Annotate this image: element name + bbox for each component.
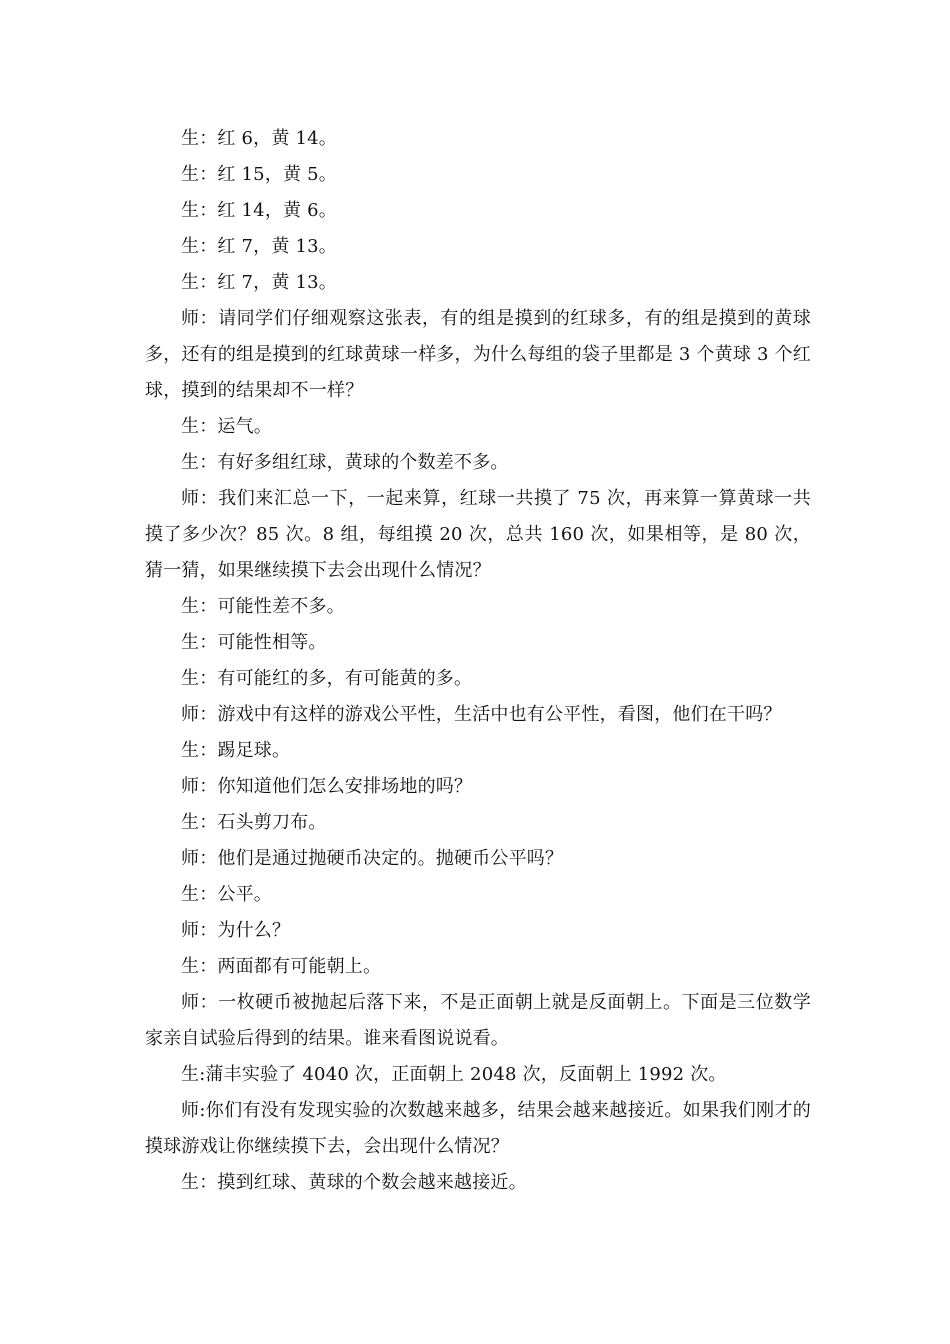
paragraph: 生：运气。 (181, 416, 272, 437)
paragraph: 师：我们来汇总一下，一起来算，红球一共摸了 75 次，再来算一算黄球一共摸了多少次？85 次。8 组，每组摸 20 次，总共 160 次，如果相等，是 80 次，猜一猜，如果继续摸下去会出现什么情况？ (145, 488, 811, 581)
paragraph: 师：你知道他们怎么安排场地的吗？ (181, 776, 473, 797)
paragraph: 生：红 14，黄 6。 (181, 200, 337, 221)
paragraph: 生：有好多组红球，黄球的个数差不多。 (181, 452, 509, 473)
paragraph: 师：他们是通过抛硬币决定的。抛硬币公平吗？ (181, 848, 564, 869)
paragraph: 师:你们有没有发现实验的次数越来越多，结果会越来越接近。如果我们刚才的摸球游戏让你继续摸下去，会出现什么情况？ (145, 1100, 811, 1157)
paragraph: 生：可能性相等。 (181, 632, 327, 653)
paragraph: 生：摸到红球、黄球的个数会越来越接近。 (181, 1172, 527, 1193)
paragraph: 生：红 15，黄 5。 (181, 164, 337, 185)
paragraph: 生：石头剪刀布。 (181, 812, 327, 833)
paragraph: 师：请同学们仔细观察这张表，有的组是摸到的红球多，有的组是摸到的黄球多，还有的组是摸到的红球黄球一样多，为什么每组的袋子里都是 3 个黄球 3 个红球，摸到的结果却不一样？ (145, 308, 811, 401)
paragraph: 生:蒲丰实验了 4040 次，正面朝上 2048 次，反面朝上 1992 次。 (181, 1064, 727, 1085)
paragraph: 生：有可能红的多，有可能黄的多。 (181, 668, 473, 689)
paragraph: 生：红 7，黄 13。 (181, 236, 337, 257)
paragraph: 师：为什么？ (181, 920, 291, 941)
paragraph: 生：公平。 (181, 884, 272, 905)
paragraph: 生：可能性差不多。 (181, 596, 345, 617)
document-body (145, 121, 811, 1201)
paragraph: 生：红 7，黄 13。 (181, 272, 337, 293)
paragraph: 生：红 6，黄 14。 (181, 128, 337, 149)
paragraph: 师：游戏中有这样的游戏公平性，生活中也有公平性，看图，他们在干吗？ (181, 704, 782, 725)
paragraph: 生：两面都有可能朝上。 (181, 956, 382, 977)
paragraph: 生：踢足球。 (181, 740, 291, 761)
paragraph: 师：一枚硬币被抛起后落下来，不是正面朝上就是反面朝上。下面是三位数学家亲自试验后得到的结果。谁来看图说说看。 (145, 992, 811, 1049)
